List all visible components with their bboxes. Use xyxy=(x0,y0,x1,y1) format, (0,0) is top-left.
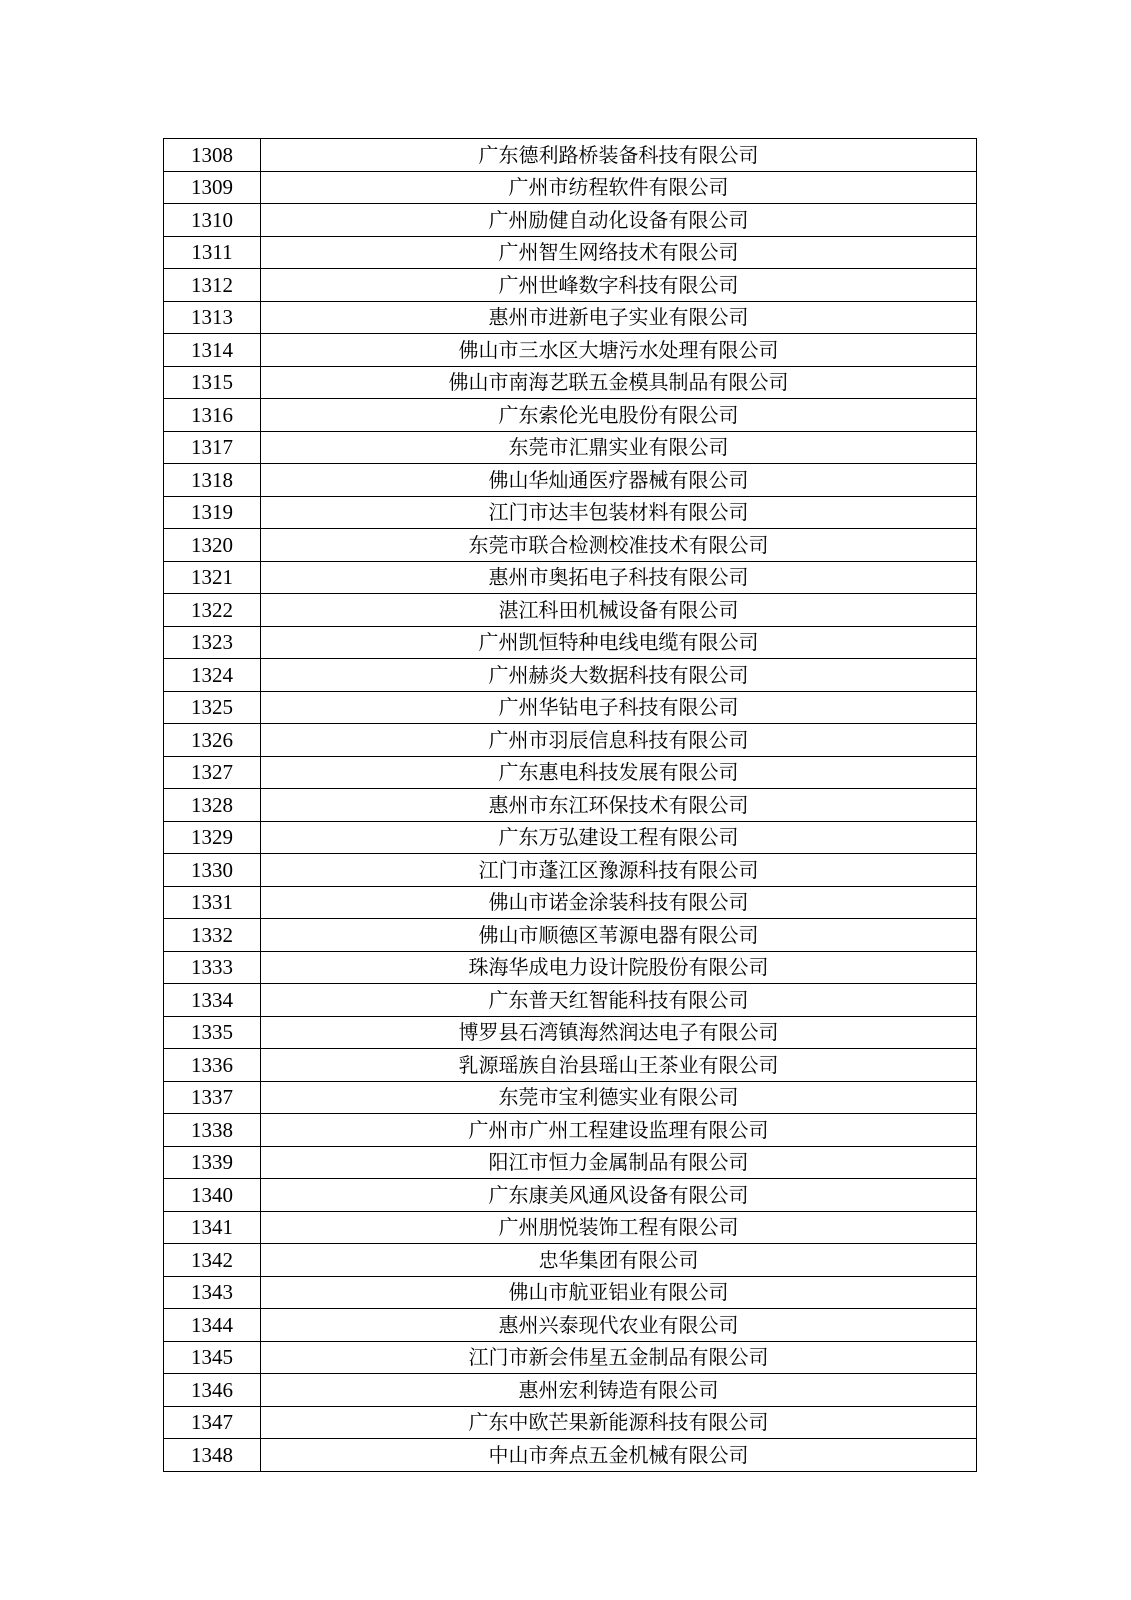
table-body xyxy=(164,139,977,1472)
row-number: 1335 xyxy=(164,1016,261,1049)
company-name: 广州励健自动化设备有限公司 xyxy=(261,204,977,237)
company-name: 惠州宏利铸造有限公司 xyxy=(261,1374,977,1407)
row-number: 1332 xyxy=(164,919,261,952)
row-number: 1343 xyxy=(164,1276,261,1309)
table-row xyxy=(164,561,977,594)
table-row xyxy=(164,431,977,464)
company-name: 忠华集团有限公司 xyxy=(261,1244,977,1277)
company-name: 广东中欧芒果新能源科技有限公司 xyxy=(261,1406,977,1439)
company-name: 广东德利路桥装备科技有限公司 xyxy=(261,139,977,172)
row-number: 1337 xyxy=(164,1081,261,1114)
company-list-table xyxy=(163,138,977,1472)
company-name: 广州华钻电子科技有限公司 xyxy=(261,691,977,724)
table-row xyxy=(164,171,977,204)
company-name: 阳江市恒力金属制品有限公司 xyxy=(261,1146,977,1179)
row-number: 1342 xyxy=(164,1244,261,1277)
table-row xyxy=(164,496,977,529)
row-number: 1321 xyxy=(164,561,261,594)
company-name: 东莞市汇鼎实业有限公司 xyxy=(261,431,977,464)
company-name: 广东康美风通风设备有限公司 xyxy=(261,1179,977,1212)
company-name: 广东索伦光电股份有限公司 xyxy=(261,399,977,432)
table-row xyxy=(164,1049,977,1082)
row-number: 1336 xyxy=(164,1049,261,1082)
company-name: 惠州市东江环保技术有限公司 xyxy=(261,789,977,822)
table-row xyxy=(164,1309,977,1342)
row-number: 1323 xyxy=(164,626,261,659)
company-name: 江门市达丰包装材料有限公司 xyxy=(261,496,977,529)
company-name: 佛山市南海艺联五金模具制品有限公司 xyxy=(261,366,977,399)
row-number: 1334 xyxy=(164,984,261,1017)
table-row xyxy=(164,236,977,269)
table-row xyxy=(164,1244,977,1277)
table-row xyxy=(164,756,977,789)
table-row xyxy=(164,464,977,497)
table-row xyxy=(164,626,977,659)
row-number: 1316 xyxy=(164,399,261,432)
company-name: 广东普天红智能科技有限公司 xyxy=(261,984,977,1017)
company-name: 江门市新会伟星五金制品有限公司 xyxy=(261,1341,977,1374)
table-row xyxy=(164,951,977,984)
company-name: 东莞市联合检测校准技术有限公司 xyxy=(261,529,977,562)
company-name: 珠海华成电力设计院股份有限公司 xyxy=(261,951,977,984)
table-row xyxy=(164,301,977,334)
row-number: 1319 xyxy=(164,496,261,529)
table-row xyxy=(164,1146,977,1179)
table-row xyxy=(164,919,977,952)
row-number: 1322 xyxy=(164,594,261,627)
row-number: 1331 xyxy=(164,886,261,919)
table-row xyxy=(164,789,977,822)
row-number: 1333 xyxy=(164,951,261,984)
company-name: 江门市蓬江区豫源科技有限公司 xyxy=(261,854,977,887)
company-name: 惠州市奥拓电子科技有限公司 xyxy=(261,561,977,594)
table-row xyxy=(164,1081,977,1114)
company-name: 佛山华灿通医疗器械有限公司 xyxy=(261,464,977,497)
company-name: 惠州兴泰现代农业有限公司 xyxy=(261,1309,977,1342)
table-row xyxy=(164,1439,977,1472)
company-name: 中山市奔点五金机械有限公司 xyxy=(261,1439,977,1472)
row-number: 1324 xyxy=(164,659,261,692)
row-number: 1348 xyxy=(164,1439,261,1472)
table-row xyxy=(164,594,977,627)
company-name: 乳源瑶族自治县瑶山王茶业有限公司 xyxy=(261,1049,977,1082)
company-name: 广东惠电科技发展有限公司 xyxy=(261,756,977,789)
table-row xyxy=(164,1374,977,1407)
row-number: 1339 xyxy=(164,1146,261,1179)
table-row xyxy=(164,1114,977,1147)
company-name: 广州朋悦装饰工程有限公司 xyxy=(261,1211,977,1244)
row-number: 1326 xyxy=(164,724,261,757)
company-name: 广州凯恒特种电线电缆有限公司 xyxy=(261,626,977,659)
row-number: 1317 xyxy=(164,431,261,464)
row-number: 1347 xyxy=(164,1406,261,1439)
table-row xyxy=(164,1211,977,1244)
row-number: 1325 xyxy=(164,691,261,724)
company-name: 广州智生网络技术有限公司 xyxy=(261,236,977,269)
company-name: 博罗县石湾镇海然润达电子有限公司 xyxy=(261,1016,977,1049)
company-name: 广州赫炎大数据科技有限公司 xyxy=(261,659,977,692)
company-name: 佛山市诺金涂装科技有限公司 xyxy=(261,886,977,919)
table-row xyxy=(164,1276,977,1309)
table-row xyxy=(164,854,977,887)
table-row xyxy=(164,399,977,432)
company-name: 惠州市进新电子实业有限公司 xyxy=(261,301,977,334)
table-row xyxy=(164,529,977,562)
row-number: 1338 xyxy=(164,1114,261,1147)
table-row xyxy=(164,1016,977,1049)
table-row xyxy=(164,204,977,237)
company-name: 东莞市宝利德实业有限公司 xyxy=(261,1081,977,1114)
table-row xyxy=(164,984,977,1017)
row-number: 1345 xyxy=(164,1341,261,1374)
table-row xyxy=(164,821,977,854)
row-number: 1314 xyxy=(164,334,261,367)
company-name: 广州市羽辰信息科技有限公司 xyxy=(261,724,977,757)
row-number: 1340 xyxy=(164,1179,261,1212)
row-number: 1329 xyxy=(164,821,261,854)
table-row xyxy=(164,1179,977,1212)
company-name: 湛江科田机械设备有限公司 xyxy=(261,594,977,627)
table-row xyxy=(164,1341,977,1374)
row-number: 1344 xyxy=(164,1309,261,1342)
table-row xyxy=(164,659,977,692)
table-row xyxy=(164,269,977,302)
table-row xyxy=(164,139,977,172)
row-number: 1310 xyxy=(164,204,261,237)
company-name: 佛山市三水区大塘污水处理有限公司 xyxy=(261,334,977,367)
company-name: 佛山市航亚铝业有限公司 xyxy=(261,1276,977,1309)
company-name: 佛山市顺德区苇源电器有限公司 xyxy=(261,919,977,952)
row-number: 1341 xyxy=(164,1211,261,1244)
row-number: 1346 xyxy=(164,1374,261,1407)
row-number: 1327 xyxy=(164,756,261,789)
row-number: 1313 xyxy=(164,301,261,334)
row-number: 1309 xyxy=(164,171,261,204)
table-row xyxy=(164,724,977,757)
company-name: 广州世峰数字科技有限公司 xyxy=(261,269,977,302)
row-number: 1308 xyxy=(164,139,261,172)
row-number: 1311 xyxy=(164,236,261,269)
table-row xyxy=(164,334,977,367)
row-number: 1330 xyxy=(164,854,261,887)
company-name: 广东万弘建设工程有限公司 xyxy=(261,821,977,854)
table-row xyxy=(164,886,977,919)
table-row xyxy=(164,366,977,399)
row-number: 1328 xyxy=(164,789,261,822)
table-row xyxy=(164,1406,977,1439)
company-name: 广州市广州工程建设监理有限公司 xyxy=(261,1114,977,1147)
row-number: 1318 xyxy=(164,464,261,497)
row-number: 1320 xyxy=(164,529,261,562)
table-row xyxy=(164,691,977,724)
company-name: 广州市纺程软件有限公司 xyxy=(261,171,977,204)
row-number: 1315 xyxy=(164,366,261,399)
row-number: 1312 xyxy=(164,269,261,302)
